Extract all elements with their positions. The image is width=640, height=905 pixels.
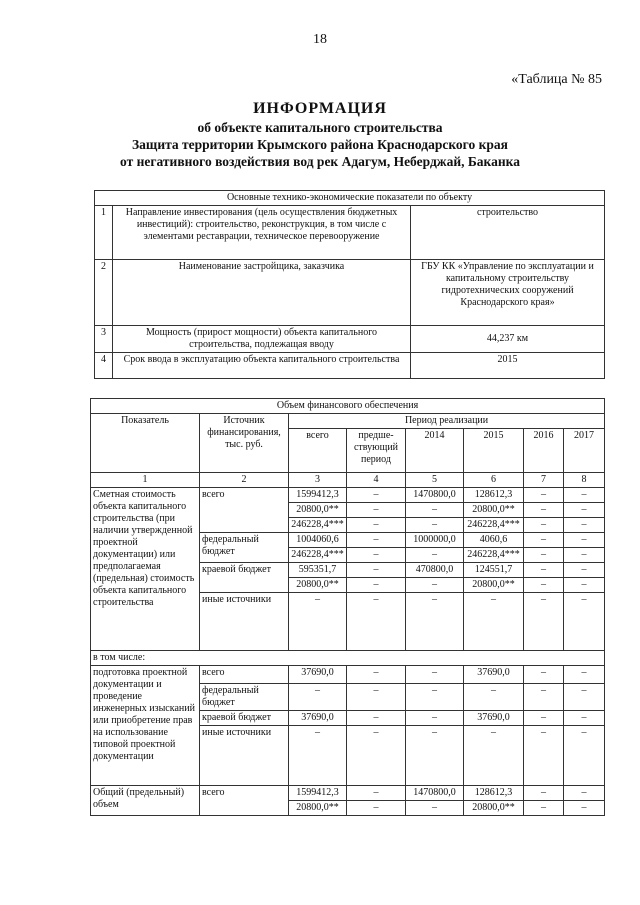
amount-cell: – [524,593,564,651]
amount-cell: – [347,786,406,801]
amount-cell: 246228,4*** [464,518,524,533]
tech-indicators-table [94,190,605,379]
amount-cell: – [289,726,347,786]
amount-cell: – [524,786,564,801]
amount-cell: – [564,786,605,801]
indicator-label: Наименование застройщика, заказчика [113,260,411,326]
indicator-label: Направление инвестирования (цель осуществления бюджетных инвестиций): строительство, реконструкция, в том числе с элементами реставрации, техническое перевооружение [113,206,411,260]
amount-cell: – [524,563,564,578]
amount-cell: – [524,503,564,518]
amount-cell: 37690,0 [464,666,524,684]
amount-cell: – [564,726,605,786]
amount-cell: – [347,593,406,651]
amount-cell: – [564,593,605,651]
amount-cell: – [406,518,464,533]
amount-cell: 20800,0** [464,801,524,816]
amount-cell: 1000000,0 [406,533,464,548]
amount-cell: – [564,801,605,816]
indicator-design-documentation: подготовка проектной документации и проведение инженерных изысканий или приобретение прав на использование типовой проектной документации [91,666,200,786]
amount-cell: – [406,548,464,563]
object-name-line2: от негативного воздействия вод рек Адагум, Неберджай, Баканка [120,154,520,169]
amount-cell: – [524,533,564,548]
document-title: ИНФОРМАЦИЯ [253,100,387,117]
amount-cell: 246228,4*** [289,548,347,563]
source-label: федеральный бюджет [200,684,289,711]
amount-cell: – [564,578,605,593]
amount-cell: 20800,0** [464,503,524,518]
indicator-total-volume: Общий (предельный) объем [91,786,200,816]
amount-cell: – [347,563,406,578]
amount-cell: 1599412,3 [289,488,347,503]
amount-cell: – [347,488,406,503]
amount-cell: – [564,518,605,533]
indicator-value: строительство [411,206,605,260]
indicator-value: 2015 [411,353,605,379]
col-year: 2015 [464,429,524,473]
indicator-label: Срок ввода в эксплуатацию объекта капитального строительства [113,353,411,379]
amount-cell: – [289,684,347,711]
indicator-value: ГБУ КК «Управление по эксплуатации и капитальному строительству гидротехнических сооружений Краснодарского края» [411,260,605,326]
source-label: иные источники [200,726,289,786]
amount-cell: – [464,726,524,786]
col-number: 1 [91,473,200,488]
including-label: в том числе: [91,651,605,666]
col-number: 7 [524,473,564,488]
amount-cell: – [347,801,406,816]
amount-cell: – [564,563,605,578]
amount-cell: – [347,684,406,711]
amount-cell: 1004060,6 [289,533,347,548]
period-header: Период реализации [289,414,605,429]
amount-cell: 470800,0 [406,563,464,578]
source-label: краевой бюджет [200,711,289,726]
amount-cell: – [564,533,605,548]
amount-cell: – [347,503,406,518]
amount-cell: – [524,488,564,503]
col-number: 2 [200,473,289,488]
col-year: 2017 [564,429,605,473]
amount-cell: – [347,666,406,684]
amount-cell: – [524,518,564,533]
tech-header: Основные технико-экономические показатели по объекту [95,191,605,206]
indicator-value: 44,237 км [411,326,605,353]
source-label: краевой бюджет [200,563,289,593]
amount-cell: – [347,578,406,593]
amount-cell: – [406,503,464,518]
amount-cell: – [524,711,564,726]
indicator-estimated-cost: Сметная стоимость объекта капитального строительства (при наличии утвержденной проектной документации) или предполагаемая (предельная) стоимость объекта капитального строительства [91,488,200,651]
amount-cell: – [564,711,605,726]
amount-cell: – [406,711,464,726]
amount-cell: 4060,6 [464,533,524,548]
col-number: 8 [564,473,605,488]
amount-cell: – [464,684,524,711]
amount-cell: – [524,548,564,563]
col-source: Источник финансирования, тыс. руб. [200,414,289,473]
amount-cell: – [564,503,605,518]
amount-cell: – [564,548,605,563]
col-year: 2014 [406,429,464,473]
amount-cell: – [524,684,564,711]
col-year: 2016 [524,429,564,473]
col-indicator: Показатель [91,414,200,473]
amount-cell: 37690,0 [289,666,347,684]
amount-cell: – [406,666,464,684]
amount-cell: 20800,0** [289,503,347,518]
amount-cell: 595351,7 [289,563,347,578]
table-reference: «Таблица № 85 [511,72,602,87]
document-subtitle: об объекте капитального строительства [197,120,443,135]
amount-cell: 20800,0** [464,578,524,593]
amount-cell: – [464,593,524,651]
source-label: федеральный бюджет [200,533,289,563]
amount-cell: 37690,0 [289,711,347,726]
col-total: всего [289,429,347,473]
amount-cell: – [406,593,464,651]
amount-cell: – [406,801,464,816]
row-number: 3 [95,326,113,353]
amount-cell: – [564,488,605,503]
row-number: 1 [95,206,113,260]
source-label: иные источники [200,593,289,651]
source-label: всего [200,488,289,533]
source-label: всего [200,666,289,684]
amount-cell: – [406,726,464,786]
amount-cell: – [289,593,347,651]
amount-cell: – [406,578,464,593]
amount-cell: 1470800,0 [406,786,464,801]
amount-cell: – [347,533,406,548]
page-number: 18 [313,32,327,47]
amount-cell: – [524,726,564,786]
col-number: 3 [289,473,347,488]
amount-cell: 1470800,0 [406,488,464,503]
amount-cell: 20800,0** [289,801,347,816]
row-number: 2 [95,260,113,326]
indicator-label: Мощность (прирост мощности) объекта капитального строительства, подлежащая вводу [113,326,411,353]
amount-cell: – [347,711,406,726]
amount-cell: – [347,548,406,563]
amount-cell: – [406,684,464,711]
amount-cell: – [347,518,406,533]
col-number: 6 [464,473,524,488]
col-number: 4 [347,473,406,488]
amount-cell: – [564,684,605,711]
amount-cell: 20800,0** [289,578,347,593]
amount-cell: 128612,3 [464,786,524,801]
amount-cell: 124551,7 [464,563,524,578]
col-number: 5 [406,473,464,488]
amount-cell: – [524,801,564,816]
col-previous-period: предше-ствующий период [347,429,406,473]
amount-cell: – [347,726,406,786]
amount-cell: 1599412,3 [289,786,347,801]
amount-cell: 246228,4*** [289,518,347,533]
financing-table [90,398,605,816]
amount-cell: – [524,578,564,593]
amount-cell: 128612,3 [464,488,524,503]
amount-cell: 37690,0 [464,711,524,726]
amount-cell: – [524,666,564,684]
amount-cell: – [564,666,605,684]
financing-header: Объем финансового обеспечения [91,399,605,414]
row-number: 4 [95,353,113,379]
amount-cell: 246228,4*** [464,548,524,563]
source-label: всего [200,786,289,816]
object-name-line1: Защита территории Крымского района Краснодарского края [132,137,508,152]
